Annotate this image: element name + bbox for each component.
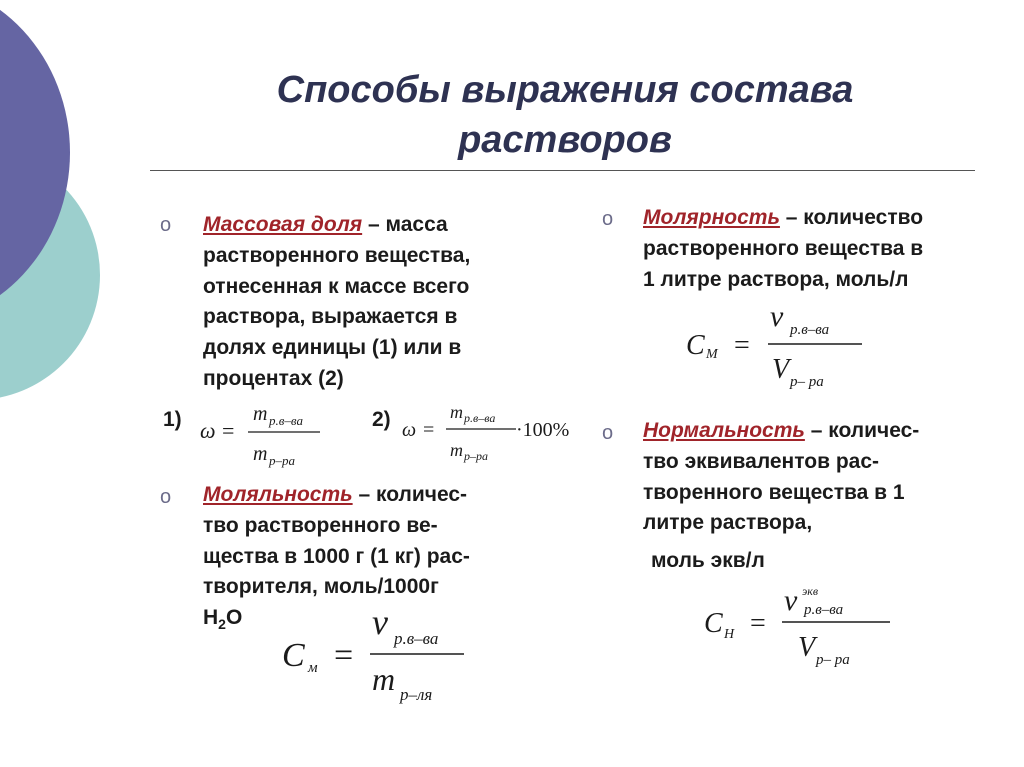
- formula-den: V: [798, 632, 816, 663]
- formula-den-sub: р– ра: [790, 374, 824, 390]
- formula-molarity: [682, 298, 872, 398]
- formula-eq: =: [222, 418, 235, 443]
- formula-lhs: ω: [402, 419, 417, 441]
- bullet-icon: o: [160, 214, 172, 236]
- molality-line: Моляльность – количес-: [203, 483, 468, 506]
- normality-line: литре раствора,: [643, 511, 813, 535]
- formula-label-2: 2): [372, 408, 391, 431]
- formula-lhs-sub: M: [706, 347, 718, 362]
- formula-num: m: [450, 402, 463, 422]
- molarity-line: 1 литре раствора, моль/л: [643, 267, 909, 291]
- mass-fraction-term: Массовая доля: [203, 213, 363, 236]
- formula-den: V: [772, 354, 790, 385]
- mass-fraction-line: отнесенная к массе всего: [203, 274, 470, 298]
- formula-lhs-sub: м: [308, 660, 318, 676]
- formula-eq: =: [423, 419, 435, 441]
- formula-num: ν: [372, 602, 388, 642]
- formula-eq: =: [734, 330, 750, 361]
- formula-lhs-sub: Н: [724, 627, 735, 642]
- bullet-icon: o: [602, 422, 614, 444]
- formula-normality: [700, 582, 900, 682]
- mass-fraction-definition: [203, 210, 543, 395]
- water-formula: $H_2O$: [203, 606, 243, 633]
- bullet-icon: o: [602, 208, 614, 230]
- formula-den: m: [253, 443, 268, 465]
- mass-fraction-line: растворенного вещества,: [203, 243, 471, 267]
- molality-line: тво растворенного ве-: [203, 513, 438, 537]
- molality-line: щества в 1000 г (1 кг) рас-: [203, 544, 470, 568]
- molarity-term: Молярность: [643, 206, 780, 229]
- formula-num-sub: р.в–ва: [464, 411, 496, 425]
- normality-line: тво эквивалентов рас-: [643, 449, 880, 473]
- formula-num: ν: [784, 584, 798, 617]
- slide-title: [150, 65, 980, 165]
- molarity-definition: [643, 203, 1003, 295]
- mass-fraction-line: процентах (2): [203, 366, 344, 390]
- title-divider: [150, 170, 975, 171]
- formula-lhs: C: [282, 637, 305, 674]
- formula-lhs: C: [686, 330, 705, 361]
- normality-term: Нормальность: [643, 419, 805, 442]
- molality-term: Моляльность: [203, 483, 353, 506]
- formula-mass-fraction-1: [198, 392, 338, 472]
- formula-num-sub: р.в–ва: [804, 602, 844, 618]
- formula-den-sub: р–ля: [400, 685, 433, 704]
- formula-num-sub: р.в–ва: [394, 629, 439, 648]
- formula-molality: [278, 598, 478, 713]
- formula-eq: =: [750, 608, 766, 639]
- mass-fraction-line: долях единицы (1) или в: [203, 336, 462, 360]
- formula-num-sub: р.в–ва: [790, 322, 830, 338]
- formula-den-sub: р–ра: [464, 449, 488, 463]
- formula-num-sup: экв: [802, 584, 819, 598]
- mass-fraction-line: Массовая доля – масса: [203, 213, 448, 236]
- formula-den-sub: р–ра: [269, 453, 295, 468]
- normality-units: моль экв/л: [651, 549, 765, 572]
- formula-lhs: ω: [200, 418, 216, 443]
- title-line-1: Способы выражения состава: [276, 69, 854, 111]
- normality-definition: [643, 416, 1003, 539]
- formula-tail: ·100%: [516, 419, 570, 441]
- normality-line: творенного вещества в 1: [643, 480, 905, 504]
- formula-label-1: 1): [163, 408, 182, 431]
- formula-den: m: [372, 661, 396, 697]
- title-line-2: растворов: [458, 119, 672, 161]
- molarity-line: растворенного вещества в: [643, 236, 924, 260]
- formula-lhs: C: [704, 608, 723, 639]
- bullet-icon: o: [160, 486, 172, 508]
- formula-den: m: [450, 440, 463, 460]
- mass-fraction-line: раствора, выражается в: [203, 305, 458, 329]
- formula-num-sub: р.в–ва: [269, 413, 303, 428]
- molarity-line: Молярность – количество: [643, 206, 924, 229]
- formula-den-sub: р– ра: [816, 652, 850, 668]
- formula-num: ν: [770, 300, 784, 333]
- normality-line: Нормальность – количес-: [643, 419, 920, 442]
- formula-num: m: [253, 403, 268, 425]
- molality-line: творителя, моль/1000г: [203, 575, 439, 599]
- formula-eq: =: [334, 637, 354, 674]
- formula-mass-fraction-2: [398, 390, 588, 470]
